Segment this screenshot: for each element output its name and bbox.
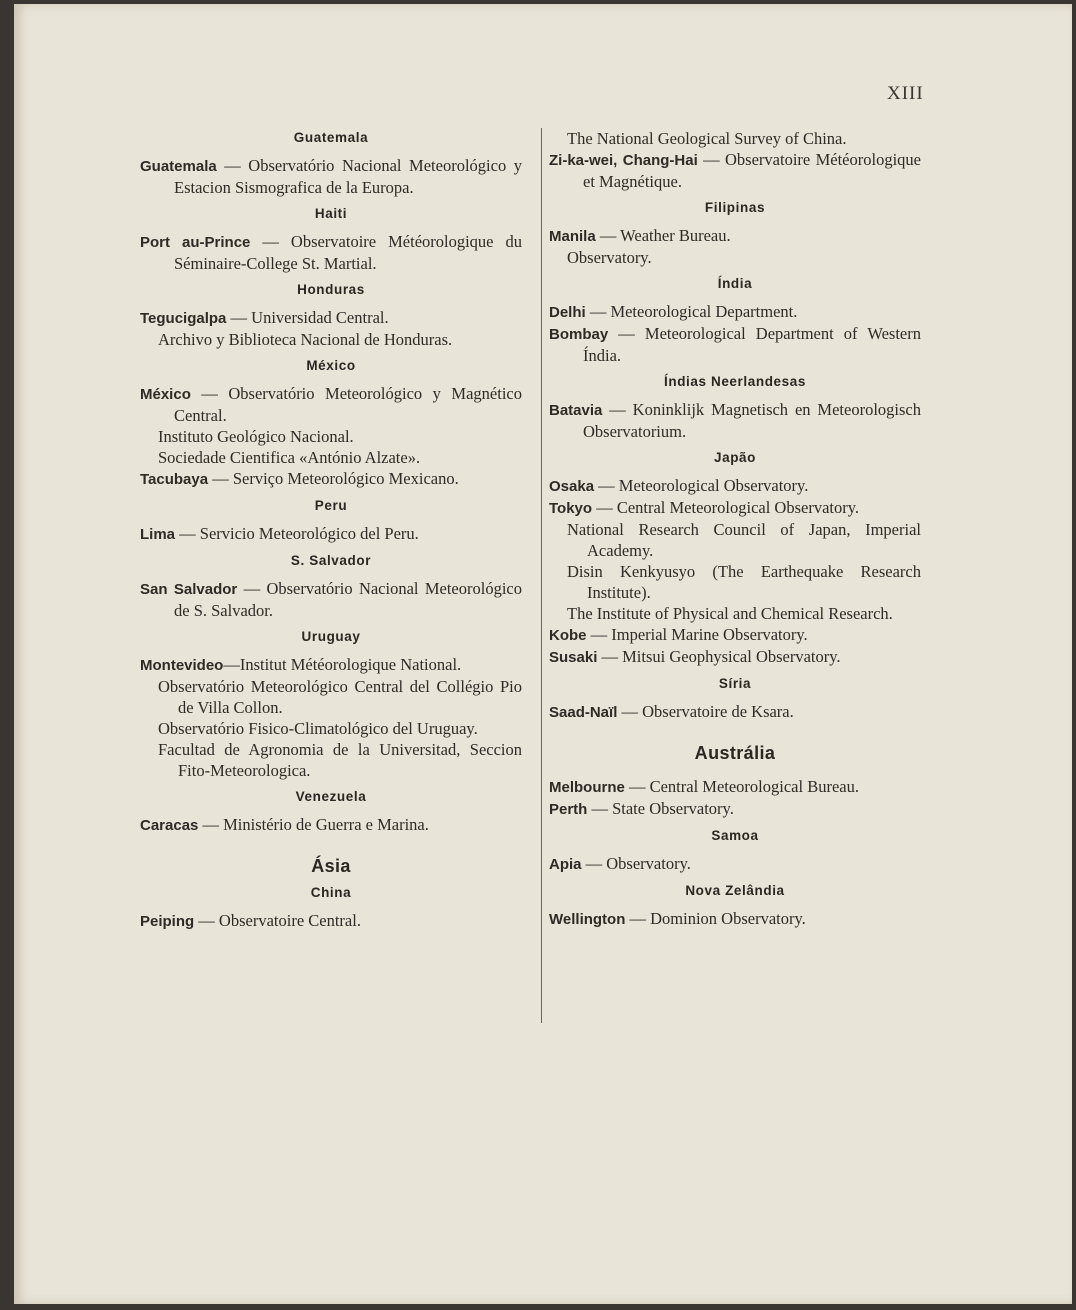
place-name: Lima: [140, 526, 176, 543]
sub-entry: Sociedade Cientifica «António Alzate».: [158, 448, 421, 467]
place-name: Kobe: [549, 627, 587, 644]
entry-manila: [549, 225, 921, 247]
place-name: Melbourne: [549, 779, 625, 796]
entry-saad-nail: [549, 701, 921, 723]
column-divider: [541, 128, 542, 1023]
entry-lima: [140, 523, 522, 545]
sub-entry: Observatório Meteorológico Central del Collégio Pio de Villa Collon.: [158, 677, 522, 717]
entry-text: — Weather Bureau.: [595, 226, 731, 245]
place-name: Perth: [549, 801, 588, 818]
place-name: Tacubaya: [140, 471, 209, 488]
section-heading-nova-zelandia: Nova Zelândia: [685, 883, 785, 898]
entry-text: — Central Meteorological Observatory.: [592, 498, 860, 517]
entry-text: — Ministério de Guerra e Marina.: [198, 815, 429, 834]
section-heading-venezuela: Venezuela: [295, 789, 367, 804]
section-heading-samoa: Samoa: [711, 828, 759, 843]
place-name: Tegucigalpa: [140, 310, 227, 327]
place-name: Apia: [549, 856, 582, 873]
section-heading-guatemala: Guatemala: [293, 130, 369, 145]
entry-bombay: [549, 323, 921, 366]
section-heading-honduras: Honduras: [297, 282, 365, 297]
entry-peiping: [140, 910, 522, 932]
place-name: Delhi: [549, 304, 586, 321]
entry-text: — Universidad Central.: [226, 308, 389, 327]
page-number: XIII: [887, 83, 924, 104]
book-page: [14, 4, 1072, 1304]
entry-kobe: [549, 624, 921, 646]
entry-text: — Serviço Meteorológico Mexicano.: [208, 469, 459, 488]
section-heading-peru: Peru: [314, 498, 348, 513]
right-column: [549, 128, 921, 930]
entry-text: — Observatoire de Ksara.: [617, 702, 794, 721]
entry-port-au-prince: [140, 231, 522, 274]
section-heading-japao: Japão: [713, 450, 757, 465]
place-name: Wellington: [549, 911, 626, 928]
place-name: Batavia: [549, 402, 603, 419]
place-name: Bombay: [549, 326, 609, 343]
sub-entry: Facultad de Agronomia de la Universitad, Seccion Fito-Meteorologica.: [158, 740, 522, 780]
place-name: Peiping: [140, 913, 195, 930]
sub-entry: Observatório Fisico-Climatológico del Uruguay.: [158, 719, 478, 738]
entry-zi-ka-wei: [549, 149, 921, 192]
entry-text: — Koninklijk Magnetisch en Meteorologisch Observatorium.: [583, 400, 921, 441]
entry-caracas: [140, 814, 522, 836]
entry-text: — Observatoire Central.: [194, 911, 361, 930]
place-name: Susaki: [549, 649, 598, 666]
left-column: [140, 122, 522, 932]
entry-text: — Observatoire Météorologique du Séminaire-College St. Martial.: [174, 232, 522, 273]
place-name: San Salvador: [140, 581, 238, 598]
section-heading-filipinas: Filipinas: [704, 200, 766, 215]
entry-text: — Observatório Nacional Meteorológico de S. Salvador.: [174, 579, 522, 620]
entry-text: — Dominion Observatory.: [625, 909, 806, 928]
entry-melbourne: [549, 776, 921, 798]
entry-wellington: [549, 908, 921, 930]
entry-text: — Meteorological Department.: [585, 302, 798, 321]
section-heading-s-salvador: S. Salvador: [290, 553, 372, 568]
entry-osaka: [549, 475, 921, 497]
entry-tacubaya: [140, 468, 522, 490]
place-name: Zi-ka-wei, Chang-Hai: [549, 152, 698, 169]
entry-delhi: [549, 301, 921, 323]
section-heading-uruguay: Uruguay: [301, 629, 361, 644]
entry-text: — Observatory.: [581, 854, 691, 873]
entry-text: — Observatoire Météorologique et Magnétique.: [583, 150, 921, 191]
entry-perth: [549, 798, 921, 820]
sub-entry: Instituto Geológico Nacional.: [158, 427, 354, 446]
section-heading-indias-neerlandesas: Índias Neerlandesas: [664, 374, 806, 389]
entry-text: — Central Meteorological Bureau.: [624, 777, 859, 796]
section-heading-mexico: México: [306, 358, 356, 373]
place-name: Osaka: [549, 478, 595, 495]
entry-susaki: [549, 646, 921, 668]
section-heading-india: Índia: [717, 276, 753, 291]
entry-text: — Observatório Nacional Meteorológico y Estacion Sismografica de la Europa.: [174, 156, 522, 197]
place-name: México: [140, 386, 191, 403]
sub-entry: The Institute of Physical and Chemical Research.: [567, 604, 893, 623]
entry-text: — Imperial Marine Observatory.: [586, 625, 808, 644]
entry-apia: [549, 853, 921, 875]
entry-san-salvador: [140, 578, 522, 621]
entry-montevideo: [140, 654, 522, 676]
place-name: Port au-Prince: [140, 234, 251, 251]
entry-tokyo: [549, 497, 921, 519]
place-name: Montevideo: [140, 657, 224, 674]
section-heading-china: China: [310, 885, 352, 900]
section-heading-siria: Síria: [718, 676, 752, 691]
entry-text: —Institut Météorologique National.: [223, 655, 462, 674]
sub-entry: Disin Kenkyusyo (The Earthequake Research Institute).: [567, 562, 921, 602]
entry-text: — Observatório Meteorológico y Magnético Central.: [174, 384, 522, 425]
entry-mexico: [140, 383, 522, 426]
entry-text: — Meteorological Observatory.: [594, 476, 809, 495]
entry-text: — State Observatory.: [587, 799, 734, 818]
place-name: Guatemala: [140, 158, 217, 175]
entry-text: — Servicio Meteorológico del Peru.: [175, 524, 419, 543]
entry-tegucigalpa: [140, 307, 522, 329]
entry-text: — Meteorological Department of Western Índia.: [583, 324, 921, 365]
place-name: Caracas: [140, 817, 199, 834]
entry-guatemala: [140, 155, 522, 198]
sub-entry: Observatory.: [567, 248, 652, 267]
continent-heading-asia: Ásia: [311, 856, 351, 876]
sub-entry: National Research Council of Japan, Imperial Academy.: [567, 520, 921, 560]
place-name: Saad-Naïl: [549, 704, 618, 721]
place-name: Manila: [549, 228, 596, 245]
sub-entry: The National Geological Survey of China.: [567, 129, 847, 148]
entry-batavia: [549, 399, 921, 442]
entry-text: — Mitsui Geophysical Observatory.: [597, 647, 841, 666]
sub-entry: Archivo y Biblioteca Nacional de Honduras.: [158, 330, 453, 349]
place-name: Tokyo: [549, 500, 593, 517]
continent-heading-australia: Austrália: [694, 743, 776, 763]
section-heading-haiti: Haiti: [314, 206, 348, 221]
